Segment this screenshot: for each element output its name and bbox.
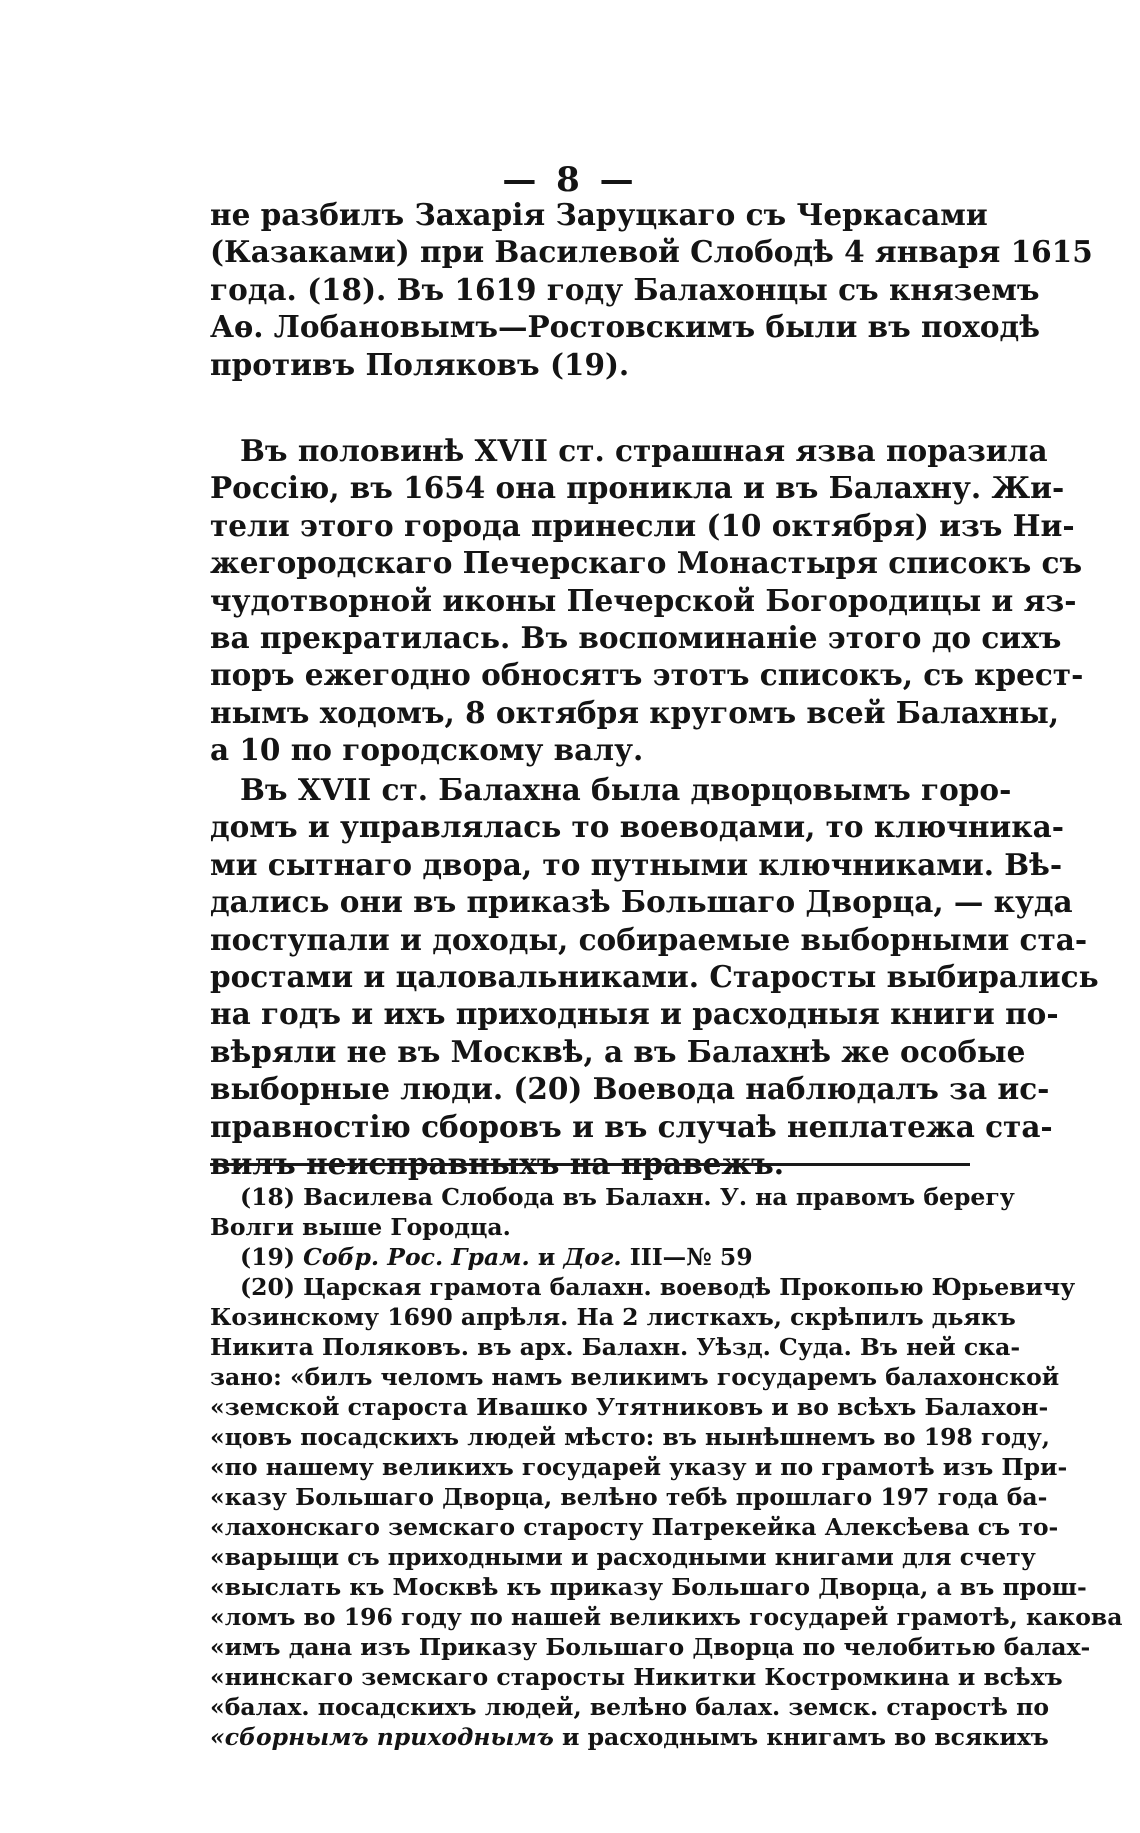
- footnote-20-line: «цовъ посадскихъ людей мѣсто: въ нынѣшнемъ во 198 году,: [210, 1423, 1050, 1451]
- footnote-20-line: «выслать къ Москвѣ къ приказу Большаго Дворца, а въ прош-: [210, 1573, 1087, 1601]
- footnote-19-source2: Дог.: [563, 1243, 622, 1271]
- footnote-19-source: Собр. Рос. Грам.: [303, 1243, 530, 1271]
- footnote-19-ref: III—№ 59: [629, 1243, 753, 1271]
- text-line: ми сытнаго двора, то путными ключниками. Вѣ-: [210, 846, 1063, 882]
- text-line: дались они въ приказѣ Большаго Дворца, — куда: [210, 884, 1073, 920]
- paragraph-3: [210, 771, 1099, 1182]
- footnote-20-line: «по нашему великихъ государей указу и по грамотѣ изъ При-: [210, 1453, 1068, 1481]
- footnote-19: [210, 1242, 970, 1272]
- footnote-20-last-line: [210, 1722, 1049, 1752]
- text-line: на годъ и ихъ приходныя и расходныя книги по-: [210, 996, 1059, 1032]
- text-line: вилъ неисправныхъ на правежъ.: [210, 1145, 785, 1181]
- footnote-19-and: и: [537, 1243, 556, 1271]
- text-line: Въ половинѣ XVII ст. страшная язва поразила: [240, 433, 1048, 468]
- text-line: а 10 по городскому валу.: [210, 732, 644, 768]
- footnote-20-line: Козинскому 1690 апрѣля. На 2 листкахъ, скрѣпилъ дьякъ: [210, 1303, 1016, 1331]
- text-line: Въ XVII ст. Балахна была дворцовымъ горо-: [240, 772, 1012, 807]
- footnote-20-line: Никита Поляковъ. въ арх. Балахн. Уѣзд. Суда. Въ ней ска-: [210, 1333, 1021, 1361]
- text-line: жегородскаго Печерскаго Монастыря списокъ съ: [210, 545, 1083, 581]
- text-line: выборные люди. (20) Воевода наблюдалъ за ис-: [210, 1071, 1050, 1107]
- text-line: года. (18). Въ 1619 году Балахонцы съ княземъ: [210, 271, 1040, 307]
- footnote-20-line: «имъ дана изъ Приказу Большаго Дворца по челобитью балах-: [210, 1633, 1091, 1661]
- footnote-20-rest: и расходнымъ книгамъ во всякихъ: [562, 1723, 1049, 1751]
- footnote-divider: [210, 1163, 970, 1166]
- text-line: Россію, въ 1654 она проникла и въ Балахну. Жи-: [210, 470, 1065, 506]
- page-number: — 8 —: [502, 160, 638, 200]
- text-line: поръ ежегодно обносятъ этотъ списокъ, съ крест-: [210, 657, 1084, 693]
- text-line: ва прекратилась. Въ воспоминаніе этого до сихъ: [210, 619, 1062, 655]
- footnote-20-line: зано: «билъ челомъ намъ великимъ государемъ балахонской: [210, 1363, 1060, 1391]
- footnote-18-line: Волги выше Городца.: [210, 1213, 511, 1241]
- footnote-20-line: «балах. посадскихъ людей, велѣно балах. земск. старостѣ по: [210, 1693, 1049, 1721]
- text-line: Аѳ. Лобановымъ—Ростовскимъ были въ походѣ: [210, 309, 1040, 345]
- footnotes: [210, 1182, 1123, 1752]
- footnote-20-line: «ломъ во 196 году по нашей великихъ государей грамотѣ, какова: [210, 1603, 1123, 1631]
- footnote-20-line: «казу Большаго Дворца, велѣно тебѣ прошлаго 197 года ба-: [210, 1483, 1048, 1511]
- footnote-20-line: «земской староста Ивашко Утятниковъ и во всѣхъ Балахон-: [210, 1393, 1049, 1421]
- footnote-20-line: «лахонскаго земскаго старосту Патрекейка Алексѣева съ то-: [210, 1513, 1059, 1541]
- text-line: противъ Поляковъ (19).: [210, 346, 630, 382]
- text-line: (Казаками) при Василевой Слободѣ 4 января 1615: [210, 234, 1093, 270]
- text-line: поступали и доходы, собираемые выборными ста-: [210, 921, 1088, 957]
- footnote-20-italic: «сборнымъ приходнымъ: [210, 1723, 554, 1751]
- footnote-20-line: «варыщи съ приходными и расходными книгами для счету: [210, 1543, 1036, 1571]
- text-line: тели этого города принесли (10 октября) изъ Ни-: [210, 507, 1075, 543]
- footnote-20-line: «нинскаго земскаго старосты Никитки Костромкина и всѣхъ: [210, 1663, 1063, 1691]
- text-line: нымъ ходомъ, 8 октября кругомъ всей Балахны,: [210, 694, 1060, 730]
- paragraph-2: [210, 432, 1084, 769]
- text-line: правностію сборовъ и въ случаѣ неплатежа ста-: [210, 1108, 1053, 1144]
- text-line: домъ и управлялась то воеводами, то ключника-: [210, 809, 1064, 845]
- text-line: не разбилъ Захарія Заруцкаго съ Черкасами: [210, 197, 988, 232]
- paragraph-1: [210, 196, 1093, 383]
- text-line: чудотворной иконы Печерской Богородицы и яз-: [210, 582, 1077, 618]
- text-line: вѣряли не въ Москвѣ, а въ Балахнѣ же особые: [210, 1033, 1026, 1069]
- footnote-19-number: (19): [240, 1243, 295, 1271]
- text-line: ростами и цаловальниками. Старосты выбирались: [210, 958, 1099, 994]
- footnote-20-line: (20) Царская грамота балахн. воеводѣ Прокопью Юрьевичу: [240, 1273, 1076, 1301]
- footnote-18-line: (18) Василева Слобода въ Балахн. У. на правомъ берегу: [240, 1183, 1015, 1211]
